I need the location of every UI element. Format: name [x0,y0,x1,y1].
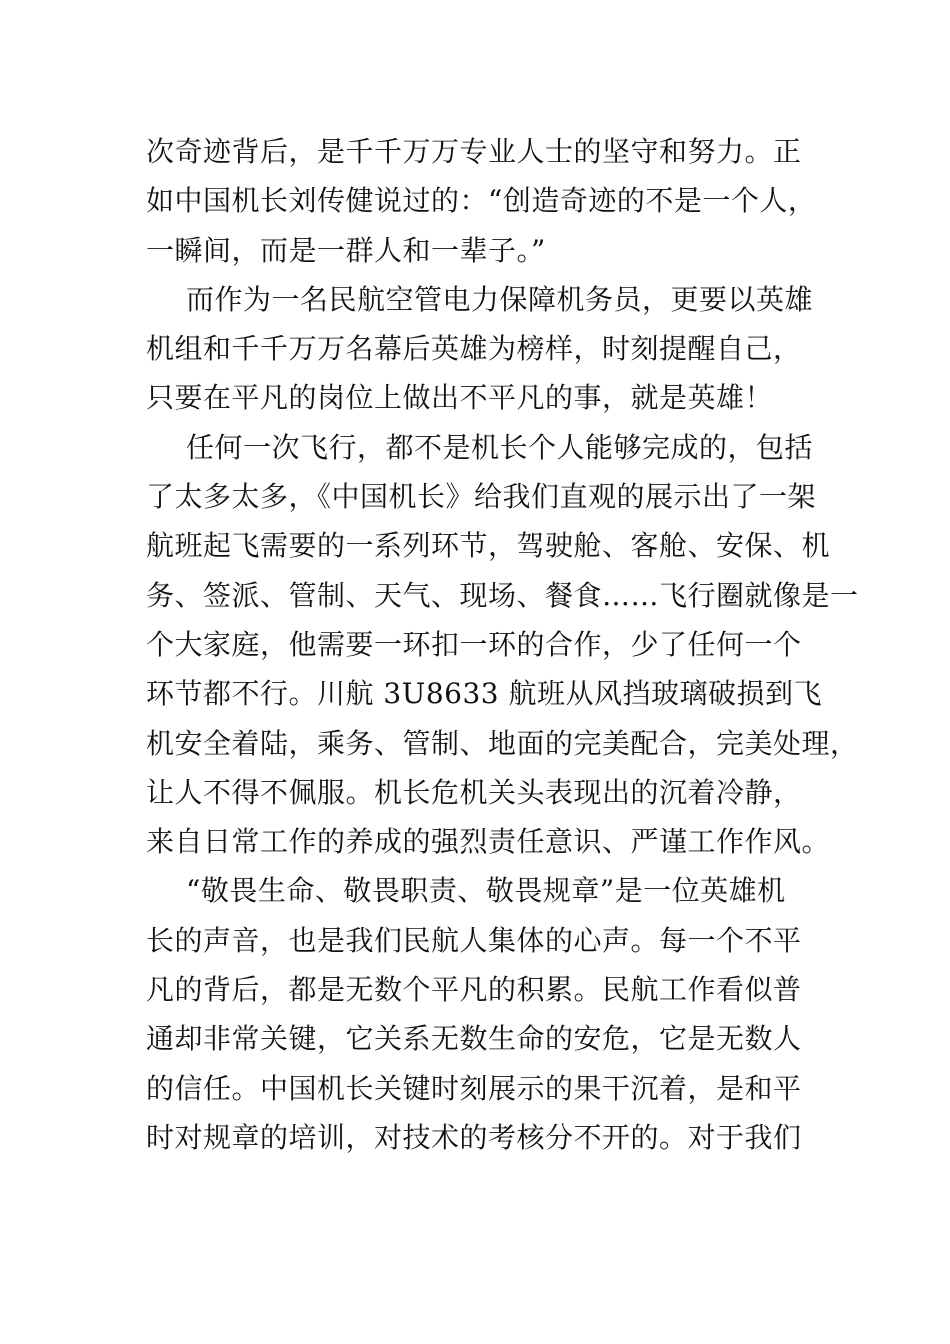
text-line: 机安全着陆，乘务、管制、地面的完美配合，完美处理， [146,726,859,760]
text-line: 次奇迹背后，是千千万万专业人士的坚守和努力。正 [146,135,802,168]
text-line: 而作为一名民航空管电力保障机务员，更要以英雄 [186,282,814,316]
text-line: 环节都不行。川航 3U8633 航班从风挡玻璃破损到飞 [146,677,822,711]
text-line: 只要在平凡的岗位上做出不平凡的事，就是英雄！ [146,381,774,415]
text-line: 通却非常关键，它关系无数生命的安危，它是无数人 [146,1022,802,1056]
text-line: 机组和千千万万名幕后英雄为榜样，时刻提醒自己， [146,332,802,366]
body-text [146,127,859,1162]
text-line: 任何一次飞行，都不是机长个人能够完成的，包括 [186,430,814,464]
text-line: 如中国机长刘传健说过的：“创造奇迹的不是一个人， [146,184,817,218]
text-line: 的信任。中国机长关键时刻展示的果干沉着，是和平 [146,1071,802,1105]
text-line: 了太多太多，《中国机长》给我们直观的展示出了一架 [146,480,817,514]
text-line: 个大家庭，他需要一环扣一环的合作，少了任何一个 [146,627,802,661]
text-line: 时对规章的培训，对技术的考核分不开的。对于我们 [146,1120,802,1154]
text-line: 一瞬间，而是一群人和一辈子。” [146,233,546,267]
text-line: 让人不得不佩服。机长危机关头表现出的沉着冷静， [146,775,802,809]
text-line: “敬畏生命、敬畏职责、敬畏规章”是一位英雄机 [186,874,786,908]
text-line: 来自日常工作的养成的强烈责任意识、严谨工作作风。 [146,825,831,859]
text-line: 凡的背后，都是无数个平凡的积累。民航工作看似普 [146,973,802,1007]
text-line: 航班起飞需要的一系列环节，驾驶舱、客舱、安保、机 [146,529,831,563]
text-line: 长的声音，也是我们民航人集体的心声。每一个不平 [146,923,802,957]
text-line: 务、签派、管制、天气、现场、餐食……飞行圈就像是一 [146,578,859,612]
